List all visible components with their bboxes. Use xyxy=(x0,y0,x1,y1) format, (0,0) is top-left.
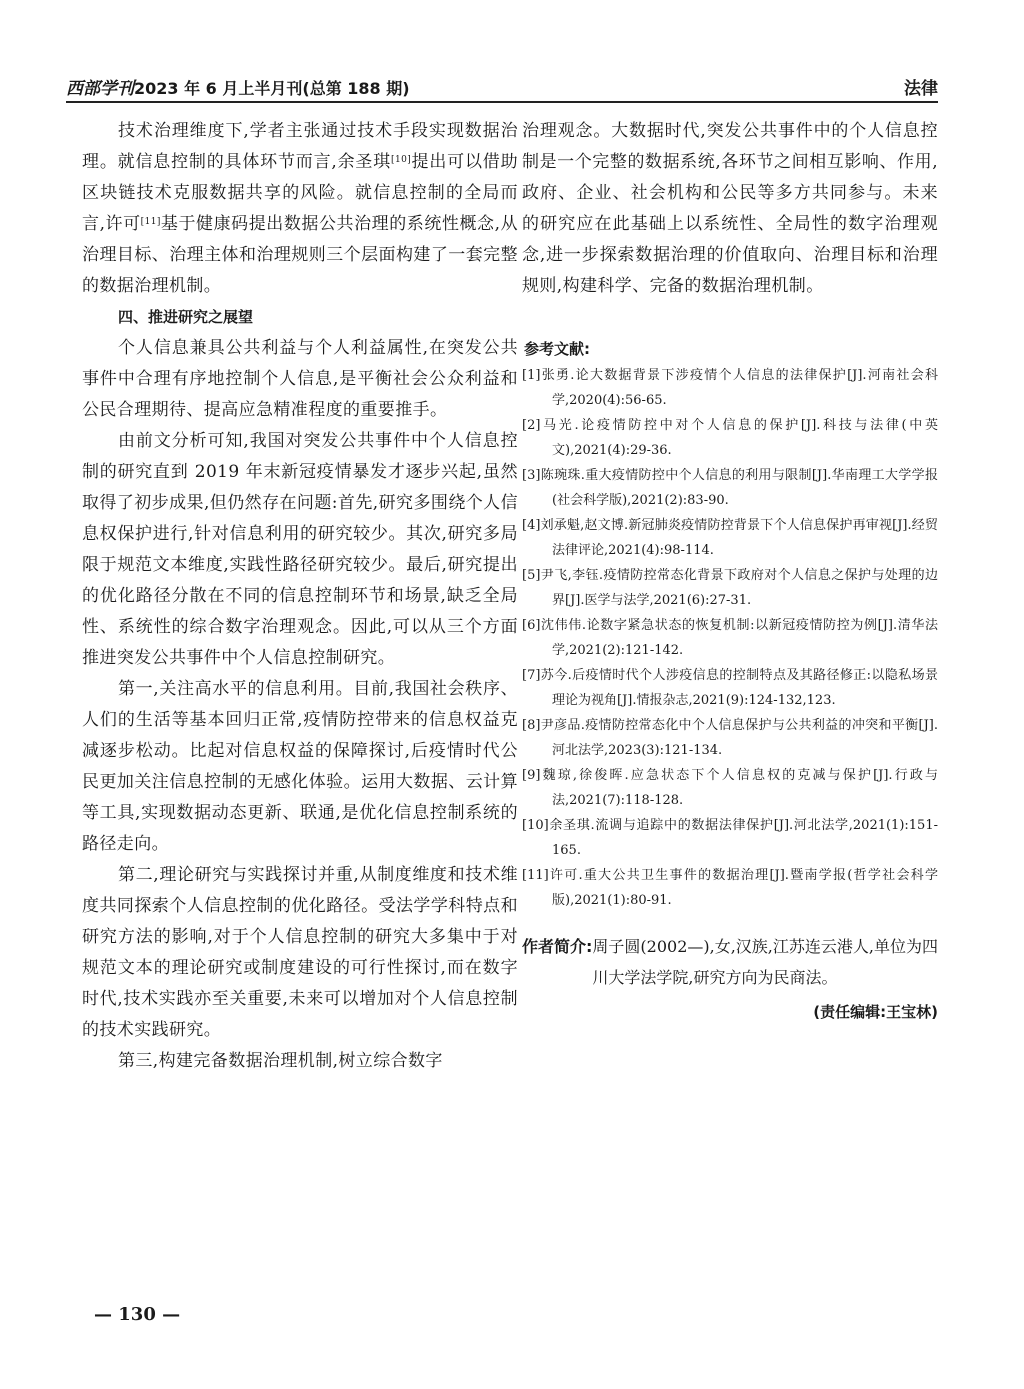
citation-10[interactable]: [10] xyxy=(391,155,412,165)
reference-item: [11]许可.重大公共卫生事件的数据治理[J].暨南学报(哲学社会科学版),2021(1):80-91. xyxy=(522,868,938,908)
reference-item: [6]沈伟伟.论数字紧急状态的恢复机制:以新冠疫情防控为例[J].清华法学,2021(2):121-142. xyxy=(522,618,938,658)
reference-item: [3]陈琬珠.重大疫情防控中个人信息的利用与限制[J].华南理工大学学报(社会科学版),2021(2):83-90. xyxy=(522,468,938,508)
reference-item: [2]马光.论疫情防控中对个人信息的保护[J].科技与法律(中英文),2021(4):29-36. xyxy=(522,418,938,458)
reference-item: [10]余圣琪.流调与追踪中的数据法律保护[J].河北法学,2021(1):151-165. xyxy=(522,818,938,858)
reference-item: [7]苏今.后疫情时代个人涉疫信息的控制特点及其路径修正:以隐私场景理论为视角[J].情报杂志,2021(9):124-132,123. xyxy=(522,668,938,708)
paragraph-second: 第二,理论研究与实践探讨并重,从制度维度和技术维度共同探索个人信息控制的优化路径。受法学学科特点和研究方法的影响,对于个人信息控制的研究大多集中于对规范文本的理论研究或制度建设的可行性探讨,而在数字时代,技术实践亦至关重要,未来可以增加对个人信息控制的技术实践研究。 xyxy=(82,865,518,1040)
responsible-editor: (责任编辑:王宝林) xyxy=(813,1003,938,1021)
header-issue xyxy=(66,74,410,99)
running-header xyxy=(66,74,938,100)
reference-list xyxy=(522,363,938,913)
paragraph-first: 第一,关注高水平的信息利用。目前,我国社会秩序、人们的生活等基本回归正常,疫情防控带来的信息权益克减逐步松动。比起对信息权益的保障探讨,后疫情时代公民更加关注信息控制的无感化体验。运用大数据、云计算等工具,实现数据动态更新、联通,是优化信息控制系统的路径走向。 xyxy=(82,679,518,854)
reference-item: [1]张勇.论大数据背景下涉疫情个人信息的法律保护[J].河南社会科学,2020(4):56-65. xyxy=(522,368,938,408)
references-title: 参考文献: xyxy=(524,340,590,358)
issue-info: 2023 年 6 月上半月刊(总第 188 期) xyxy=(134,79,410,98)
header-rule xyxy=(66,101,938,103)
paragraph-analysis: 由前文分析可知,我国对突发公共事件中个人信息控制的研究直到 2019 年末新冠疫情暴发才逐步兴起,虽然取得了初步成果,但仍然存在问题:首先,研究多围绕个人信息权保护进行,针对信息利用的研究较少。其次,研究多局限于规范文本维度,实践性路径研究较少。最后,研究提出的优化路径分散在不同的信息控制环节和场景,缺乏全局性、系统性的综合数字治理观念。因此,可以从三个方面推进突发公共事件中个人信息控制研究。 xyxy=(82,431,518,668)
paragraph-third: 第三,构建完备数据治理机制,树立综合数字 xyxy=(118,1051,443,1071)
reference-item: [4]刘承魁,赵文博.新冠肺炎疫情防控背景下个人信息保护再审视[J].经贸法律评论,2021(4):98-114. xyxy=(522,518,938,558)
citation-11[interactable]: [11] xyxy=(140,217,161,227)
reference-item: [9]魏琼,徐俊晖.应急状态下个人信息权的克减与保护[J].行政与法,2021(7):118-128. xyxy=(522,768,938,808)
author-label: 作者简介: xyxy=(522,937,593,956)
paragraph-intro: 个人信息兼具公共利益与个人利益属性,在突发公共事件中合理有序地控制个人信息,是平衡社会公众利益和公民合理期待、提高应急精准程度的重要推手。 xyxy=(82,338,518,420)
paragraph-continued: 治理观念。大数据时代,突发公共事件中的个人信息控制是一个完整的数据系统,各环节之间相互影响、作用,政府、企业、社会机构和公民等多方共同参与。未来的研究应在此基础上以系统性、全局性的数字治理观念,进一步探索数据治理的价值取向、治理目标和治理规则,构建科学、完备的数据治理机制。 xyxy=(522,121,938,296)
right-column xyxy=(522,116,938,1022)
page-number: — 130 — xyxy=(94,1304,181,1325)
paragraph-tech-governance: 技术治理维度下,学者主张通过技术手段实现数据治理。就信息控制的具体环节而言,余圣琪[10]提出可以借助区块链技术克服数据共享的风险。就信息控制的全局而言,许可[11]基于健康码提出数据公共治理的系统性概念,从治理目标、治理主体和治理规则三个层面构建了一套完整的数据治理机制。 xyxy=(82,121,519,296)
reference-item: [8]尹彦品.疫情防控常态化中个人信息保护与公共利益的冲突和平衡[J].河北法学,2023(3):121-134. xyxy=(522,718,938,758)
left-column xyxy=(82,116,518,1077)
author-bio xyxy=(522,931,938,993)
section-heading: 四、推进研究之展望 xyxy=(118,308,254,326)
reference-item: [5]尹飞,李钰.疫情防控常态化背景下政府对个人信息之保护与处理的边界[J].医学与法学,2021(6):27-31. xyxy=(522,568,938,608)
journal-logo: 西部学刊 xyxy=(66,79,134,99)
header-section: 法律 xyxy=(904,79,938,99)
author-text: 周子圆(2002—),女,汉族,江苏连云港人,单位为四川大学法学院,研究方向为民商法。 xyxy=(592,937,938,987)
